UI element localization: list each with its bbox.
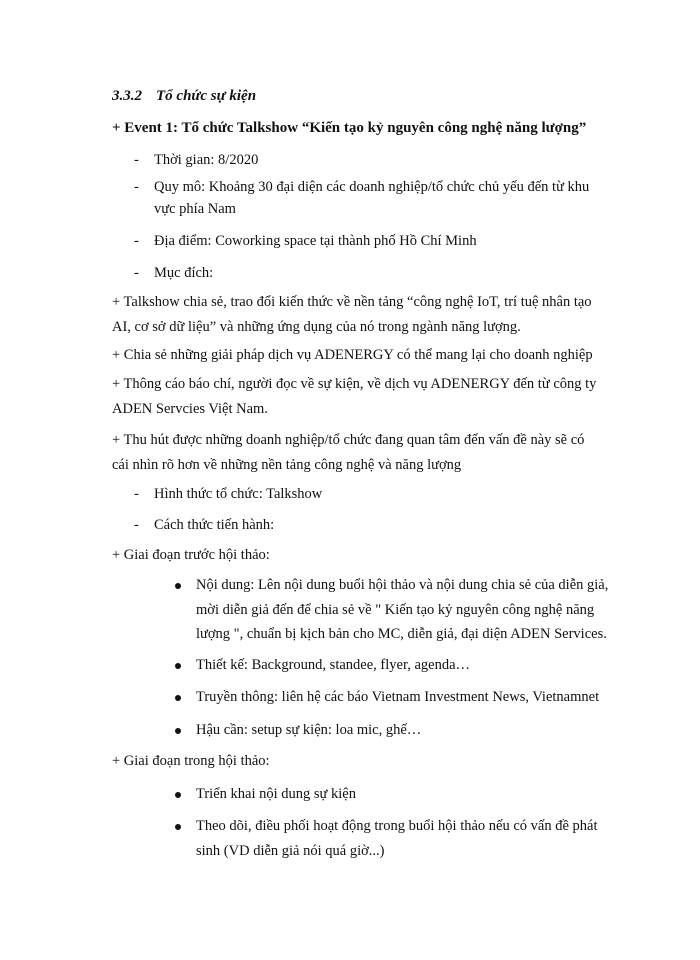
section-number: 3.3.2 — [112, 88, 142, 104]
purpose-1-line1: + Talkshow chia sẻ, trao đổi kiến thức về nền tảng “công nghệ IoT, trí tuệ nhân tạo — [112, 294, 592, 310]
during-item-2-line1: Theo dõi, điều phối hoạt động trong buổi hội thảo nếu có vấn đề phát — [196, 818, 598, 834]
pre-item-1-line1: Nội dung: Lên nội dung buổi hội thảo và nội dung chia sẻ của diễn giả, — [196, 577, 609, 593]
dash-marker: - — [134, 486, 139, 502]
bullet-dot — [175, 728, 181, 734]
dash-marker: - — [134, 233, 139, 249]
detail-scale-line1: Quy mô: Khoảng 30 đại diện các doanh nghiệp/tổ chức chủ yếu đến từ khu — [154, 179, 590, 195]
event-title: + Event 1: Tổ chức Talkshow “Kiến tạo kỷ nguyên công nghệ năng lượng” — [112, 120, 587, 136]
purpose-2: + Chia sẻ những giải pháp dịch vụ ADENERGY có thể mang lại cho doanh nghiệp — [112, 347, 593, 363]
pre-item-1-line2: mời diễn giả đến để chia sẻ về " Kiến tạo kỷ nguyên công nghệ năng — [196, 602, 595, 618]
bullet-dot — [175, 695, 181, 701]
purpose-4-line1: + Thu hút được những doanh nghiệp/tổ chức đang quan tâm đến vấn đề này sẽ có — [112, 432, 585, 448]
during-item-2-line2: sinh (VD diễn giả nói quá giờ...) — [196, 843, 385, 859]
during-item-1: Triển khai nội dung sự kiện — [196, 786, 356, 802]
pre-item-4: Hậu cần: setup sự kiện: loa mic, ghế… — [196, 722, 422, 738]
purpose-3-line1: + Thông cáo báo chí, người đọc về sự kiện, về dịch vụ ADENERGY đến từ công ty — [112, 376, 597, 392]
bullet-dot — [175, 792, 181, 798]
bullet-dot — [175, 583, 181, 589]
pre-item-2: Thiết kế: Background, standee, flyer, agenda… — [196, 657, 471, 673]
detail-purpose: Mục đích: — [154, 265, 214, 281]
detail-scale-line2: vực phía Nam — [154, 201, 236, 217]
section-heading — [112, 86, 256, 106]
dash-marker: - — [134, 265, 139, 281]
dash-marker: - — [134, 517, 139, 533]
pre-item-1-line3: lượng ", chuẩn bị kịch bản cho MC, diễn giả, đại diện ADEN Services. — [196, 626, 607, 642]
dash-marker: - — [134, 152, 139, 168]
purpose-1-line2: AI, cơ sở dữ liệu” và những ứng dụng của nó trong ngành năng lượng. — [112, 319, 521, 335]
dash-marker: - — [134, 179, 139, 195]
bullet-dot — [175, 824, 181, 830]
purpose-4-line2: cái nhìn rõ hơn về những nền tảng công nghệ và năng lượng — [112, 457, 462, 473]
during-phase-title: + Giai đoạn trong hội thảo: — [112, 753, 270, 769]
detail-time: Thời gian: 8/2020 — [154, 152, 259, 168]
pre-phase-title: + Giai đoạn trước hội thảo: — [112, 547, 270, 563]
purpose-3-line2: ADEN Servcies Việt Nam. — [112, 401, 268, 417]
bullet-dot — [175, 663, 181, 669]
detail-location: Địa điểm: Coworking space tại thành phố Hồ Chí Minh — [154, 233, 477, 249]
detail-method: Cách thức tiến hành: — [154, 517, 275, 533]
detail-format: Hình thức tổ chức: Talkshow — [154, 486, 323, 502]
section-title: Tổ chức sự kiện — [156, 88, 257, 104]
pre-item-3: Truyền thông: liên hệ các báo Vietnam Investment News, Vietnamnet — [196, 689, 600, 705]
